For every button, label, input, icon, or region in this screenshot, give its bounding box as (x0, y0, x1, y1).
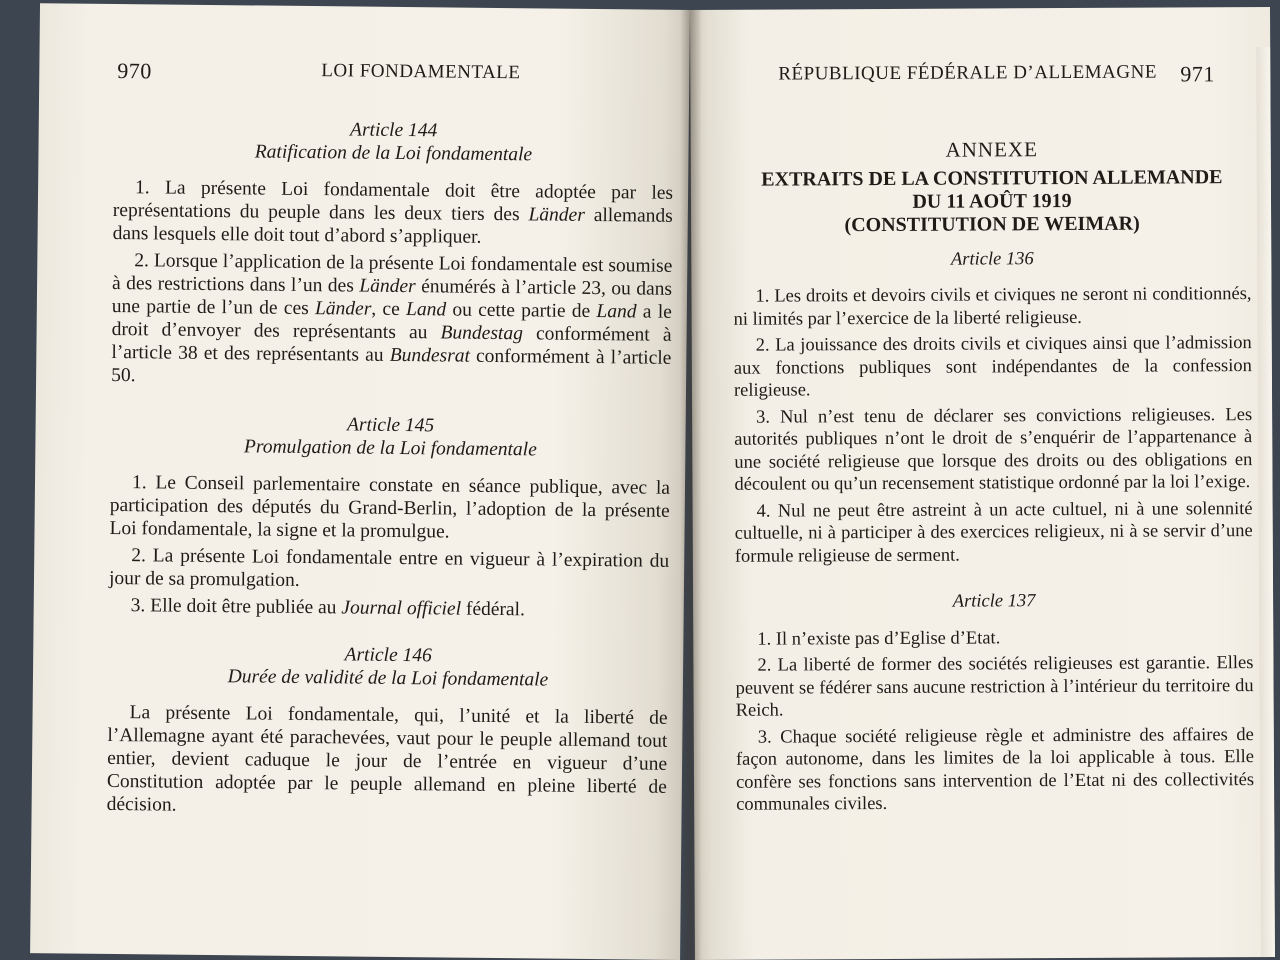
annexe-label: ANNEXE (945, 137, 1038, 162)
left-page-number: 970 (117, 58, 152, 84)
right-page (690, 7, 1275, 960)
right-running-head: RÉPUBLIQUE FÉDÉRALE D’ALLEMAGNE (778, 61, 1157, 85)
article-paragraph: 2. Lorsque l’application de la présente Loi fondamentale est soumise à des restrictions dans l’un des Länder énumérés à l’article 23, ou dans une partie de l’un de ces Länder, ce Land ou cette partie de Land a le droit d’envoyer des représentants au Bundestag conformément à l’article 38 et des représentants au Bundesrat conformément à l’article 50. (111, 250, 673, 387)
article-number: Article 137 (952, 591, 1036, 612)
article-paragraph: 2. La liberté de former des sociétés religieuses est garantie. Elles peuvent se fédérer sans aucune restriction à l’intérieur du territoire du Reich. (735, 653, 1254, 721)
article-paragraph: La présente Loi fondamentale, qui, l’unité et la liberté de l’Allemagne ayant été parachevées, vaut pour le peuple allemand tout entier, devient caduque le jour de l’entrée en vigueur d’une Constitution adoptée par le peuple allemand en pleine liberté de décision. (106, 702, 668, 816)
article-title: Promulgation de la Loi fondamentale (243, 436, 537, 461)
left-running-head: LOI FONDAMENTALE (321, 60, 521, 84)
article-paragraph: 1. La présente Loi fondamentale doit être adoptée par les représentations du peuple dans les deux tiers des Länder allemands dans lesquels elle doit tout d’abord s’appliquer. (112, 177, 674, 248)
heading-line: EXTRAITS DE LA CONSTITUTION ALLEMANDE (761, 165, 1223, 191)
right-page-number: 971 (1180, 61, 1215, 87)
article-title: Durée de validité de la Loi fondamentale (227, 666, 549, 691)
article-paragraph: 2. La présente Loi fondamentale entre en vigueur à l’expiration du jour de sa promulgation. (108, 545, 670, 591)
right-articles (733, 247, 1254, 841)
article-number: Article 146 (344, 644, 432, 667)
article-paragraph: 1. Il n’existe pas d’Eglise d’Etat. (757, 627, 1001, 650)
article-number: Article 144 (350, 119, 438, 142)
left-page-text (106, 116, 674, 846)
article-paragraph: 1. Le Conseil parlementaire constate en séance publique, avec la participation des députés du Grand-Berlin, l’adoption de la présente Loi fondamentale, la signe et la promulgue. (109, 472, 671, 543)
article-paragraph: 4. Nul ne peut être astreint à un acte cultuel, ni à une solennité cultuelle, ni à participer à des exercices religieux, ni à se servir d’une formule religieuse de serment. (734, 498, 1253, 567)
right-page-text (733, 137, 1255, 840)
heading-line: DU 11 AOÛT 1919 (912, 189, 1072, 213)
heading-line: (CONSTITUTION DE WEIMAR) (844, 212, 1140, 236)
annexe-heading (733, 166, 1251, 238)
article-title: Ratification de la Loi fondamentale (254, 141, 533, 166)
article-paragraph: 3. Nul n’est tenu de déclarer ses convictions religieuses. Les autorités publiques n’ont le droit de s’enquérir de l’appartenance à une société religieuse que lorsque des droits ou des obligations en découlent ou qu’un recensement statistique ordonné par la loi l’exige. (734, 404, 1253, 495)
open-book (40, 10, 1270, 960)
article-paragraph: 1. Les droits et devoirs civils et civiques ne seront ni conditionnés, ni limités par l’exercice de la liberté religieuse. (733, 284, 1252, 330)
article-paragraph: 3. Elle doit être publiée au Journal officiel fédéral. (130, 595, 526, 621)
article-paragraph: 2. La jouissance des droits civils et civiques ainsi que l’admission aux fonctions publiques sont indépendantes de la confession religieuse. (733, 333, 1252, 401)
article-number: Article 145 (346, 414, 435, 437)
article-number: Article 136 (950, 248, 1034, 270)
book-gutter (680, 10, 702, 960)
page-edge (1256, 47, 1275, 960)
article-paragraph: 3. Chaque société religieuse règle et administre des affaires de façon autonome, dans les limites de la loi applicable à tous. Elle confère ses fonctions sans intervention de l’Etat ni des collectivités communales civiles. (735, 724, 1255, 815)
left-page (30, 3, 690, 960)
